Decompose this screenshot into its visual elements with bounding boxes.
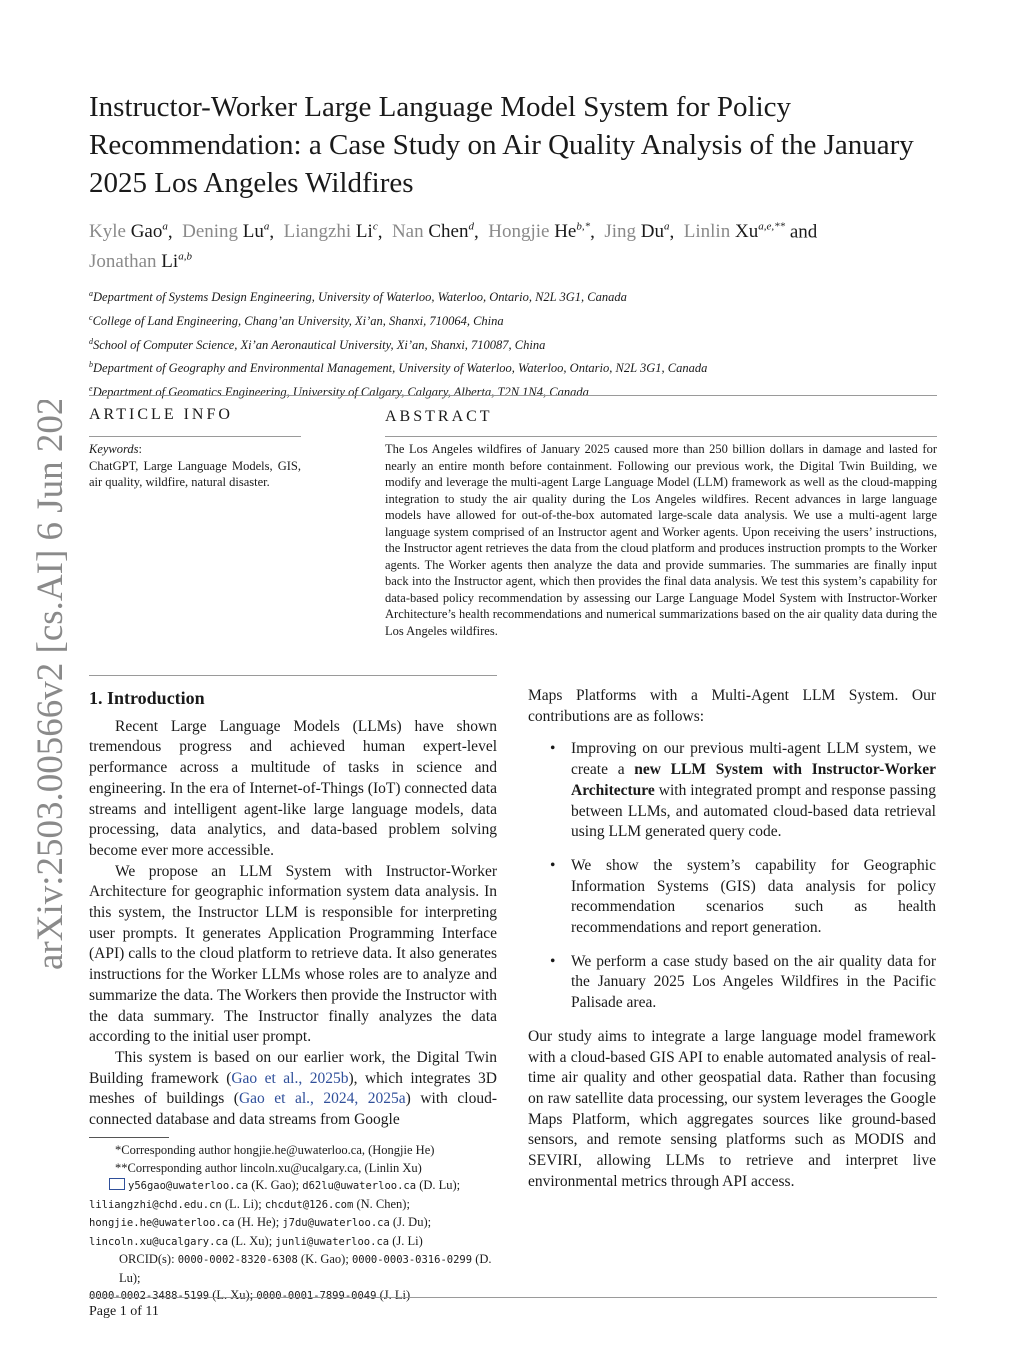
affiliation: $^b$Department of Geography and Environmental Management, University of Waterloo, Waterloo, Ontario, N2L 3G1, Canada	[89, 360, 708, 376]
citation-link[interactable]: Gao et al., 2025b	[231, 1069, 349, 1087]
intro-paragraph-3: This system is based on our earlier work, the Digital Twin Building framework (Gao et al., 2025b), which integrates 3D meshes of buildings (Gao et al., 2024, 2025a) with cloud-connected database and data streams from Google	[89, 1048, 498, 1129]
right-column	[528, 686, 936, 1192]
arxiv-watermark	[20, 400, 74, 980]
email-list: y56gao@uwaterloo.ca (K. Gao); d62lu@uwaterloo.ca (D. Lu);	[89, 1177, 497, 1196]
email-link[interactable]: lincoln.xu@ucalgary.ca	[89, 1235, 229, 1248]
intro-paragraph-4: Maps Platforms with a Multi-Agent LLM System. Our contributions are as follows:	[528, 687, 936, 725]
list-item: • Improving on our previous multi-agent LLM system, we create a new LLM System with Instructor-Worker Architecture with integrated prompt and response passing between LLMs, and automated cloud-based data retrieval using LLM generated query code.	[550, 740, 936, 841]
keywords-block: Keywords: ChatGPT, Large Language Models, GIS, air quality, wildfire, natural disaster.	[89, 442, 301, 489]
corresponding-author-2: **Corresponding author lincoln.xu@ucalgary.ca, (Linlin Xu)	[115, 1160, 422, 1175]
keywords-label: Keywords	[89, 442, 139, 456]
left-column	[89, 688, 497, 1131]
affiliation: $^d$School of Computer Science, Xi’an Aeronautical University, Xi’an, Shanxi, 710087, China	[89, 336, 546, 352]
footnote-divider	[89, 1137, 169, 1138]
affiliations	[89, 284, 949, 403]
author[interactable]: Liangzhi Li$^c$	[283, 221, 378, 243]
page-number: Page 1 of 11	[89, 1304, 159, 1319]
abstract-text: The Los Angeles wildfires of January 2025 caused more than 250 billion dollars in damage and lasted for nearly an entire month before containment. Following our previous work, the Digital Twin Building, we modify and leverage the multi-agent Large Language Model (LLM) framework as well as the cloud-mapping integration to study the air quality during the Los Angeles wildfires. Recent advances in large language models have allowed for out-of-the-box automated large-scale data analysis. We use a multi-agent large language system comprised of an Instructor agent and Worker agents. Upon receiving the users’ instructions, the Instructor agent retrieves the data from the cloud platform and produces instruction prompts to the Worker agents. The Worker agents then analyze the data and provide summaries. The summaries are finally input back into the Instructor agent, which then provides the final data analysis. We test this system’s capability for data-based policy recommendation by assessing our Large Language Model System with Instructor-Worker Architecture’s health recommendations and numerical summarizations based on the air quality data during the Los Angeles wildfires.	[385, 442, 937, 638]
article-info-divider	[89, 436, 301, 437]
article-info-heading: ARTICLE INFO	[89, 406, 233, 423]
author[interactable]: Linlin $Xu^{a,e,**}$	[683, 221, 786, 243]
orcid-link[interactable]: 0000-0002-8320-6308	[177, 1254, 298, 1266]
email-link[interactable]: chcdut@126.com	[264, 1198, 354, 1211]
paper-title: Instructor-Worker Large Language Model System for Policy Recommendation: a Case Study on Air Quality Analysis of the January 2025 Los Angeles Wildfires	[89, 91, 914, 199]
bullet-icon: •	[550, 856, 556, 874]
email-list-cont: liliangzhi@chd.edu.cn (L. Li); chcdut@126.com (N. Chen);	[89, 1196, 410, 1211]
email-list-cont: hongjie.he@uwaterloo.ca (H. He); j7du@uwaterloo.ca (J. Du);	[89, 1215, 432, 1229]
orcid-list: ORCID(s): 0000-0002-8320-6308 (K. Gao); 0000-0003-0316-0299 (D. Lu);	[119, 1252, 492, 1285]
contributions-list	[528, 739, 936, 1013]
list-item: • We show the system’s capability for Geographic Information Systems (GIS) data analysis for policy recommendation scenarios such as health recommendations and report generation.	[550, 856, 936, 937]
abstract-heading: ABSTRACT	[385, 408, 493, 425]
keywords-text: ChatGPT, Large Language Models, GIS, air quality, wildfire, natural disaster.	[89, 458, 301, 489]
abstract-bottom-divider	[89, 675, 497, 676]
arxiv-watermark-text: arXiv:2503.00566v2 [cs.AI] 6 Jun 2025	[30, 400, 71, 970]
email-link[interactable]: hongjie.he@uwaterloo.ca	[89, 1217, 235, 1229]
orcid-link[interactable]: 0000-0002-3488-5199	[89, 1290, 210, 1302]
footer-divider	[89, 1297, 937, 1298]
author[interactable]: Kyle Gao$^a$	[89, 221, 168, 243]
bullet-icon: •	[550, 740, 556, 758]
author-list: Kyle Gao$^a$, Dening Lu$^a$, Liangzhi Li$^c$, Nan Chen$^d$, Hongjie $He^{b,*}$, Jing Du$^a$, Linlin $Xu^{a,e,**}$ and Jonathan Li$^{a,b}$	[89, 221, 818, 272]
section-heading-introduction: 1. Introduction	[89, 688, 205, 708]
authors-and: and	[789, 221, 818, 243]
affiliation: $^a$Department of Systems Design Engineering, University of Waterloo, Waterloo, Ontario, N2L 3G1, Canada	[89, 289, 627, 305]
author[interactable]: Hongjie $He^{b,*}$	[488, 221, 591, 243]
abstract-divider	[385, 436, 937, 437]
email-list-cont: lincoln.xu@ucalgary.ca (L. Xu); junli@uwaterloo.ca (J. Li)	[89, 1233, 423, 1248]
author[interactable]: Dening Lu$^a$	[182, 221, 270, 243]
affiliation: $^e$Department of Geomatics Engineering, University of Calgary, Calgary, Alberta, T2N 1N4, Canada	[89, 384, 589, 400]
bullet-icon: •	[550, 952, 556, 970]
orcid-link[interactable]: 0000-0003-0316-0299	[351, 1254, 473, 1266]
footnotes	[89, 1142, 497, 1306]
list-item: • We perform a case study based on the air quality data for the January 2025 Los Angeles Wildfires in the Pacific Palisade area.	[550, 952, 936, 1012]
intro-paragraph-1: Recent Large Language Models (LLMs) have shown tremendous progress and achieved human expert-level performance across a multitude of tasks in science and engineering. In the era of Internet-of-Things (IoT) connected data streams and intelligent agent-like large language models, data processing, data analytics, and data-based problem solving become ever more accessible.	[89, 717, 497, 859]
intro-paragraph-5: Our study aims to integrate a large language model framework with a cloud-based GIS API to enable automated analysis of real-time air quality and other geospatial data. Rather than focusing on raw satellite data processing, our system leverages the Google Maps Platform, which aggregates sources like ground-based sensors, and remote sensing platforms such as MODIS and SEVIRI, allowing LLMs to retrieve and interpret live environmental metrics through API access.	[528, 1027, 936, 1190]
citation-link[interactable]: Gao et al., 2024, 2025a	[238, 1090, 406, 1108]
author[interactable]: Jing Du$^a$	[604, 221, 670, 243]
email-link[interactable]: d62lu@uwaterloo.ca	[302, 1180, 417, 1192]
author[interactable]: Jonathan Li$^{a,b}$	[89, 250, 192, 272]
header-divider	[89, 395, 937, 396]
affiliation: $^c$College of Land Engineering, Chang’an University, Xi’an, Shanxi, 710064, China	[89, 312, 504, 328]
email-link[interactable]: junli@uwaterloo.ca	[275, 1235, 390, 1248]
author[interactable]: Nan Chen$^d$	[391, 221, 474, 243]
intro-paragraph-2: We propose an LLM System with Instructor-Worker Architecture for geographic information system data analysis. In this system, the Instructor LLM is responsible for interpreting user prompts. It generates Application Programming Interface (API) calls to the cloud platform to retrieve data. It also generates instructions for the Worker LLMs whose roles are to analyze and summarize the data. The Workers then provide the Instructor with the data summary. The Instructor finally analyzes the data according to the initial user prompt.	[89, 862, 497, 1046]
orcid-link[interactable]: 0000-0001-7899-0049	[256, 1290, 377, 1302]
email-link[interactable]: liliangzhi@chd.edu.cn	[89, 1198, 222, 1211]
email-link[interactable]: j7du@uwaterloo.ca	[282, 1217, 390, 1229]
corresponding-author-1: *Corresponding author hongjie.he@uwaterloo.ca, (Hongjie He)	[115, 1143, 435, 1157]
orcid-list-cont: 0000-0002-3488-5199 (L. Xu); 0000-0001-7899-0049 (J. Li)	[89, 1288, 411, 1302]
mail-icon	[109, 1178, 125, 1190]
email-link[interactable]: y56gao@uwaterloo.ca	[128, 1180, 249, 1192]
